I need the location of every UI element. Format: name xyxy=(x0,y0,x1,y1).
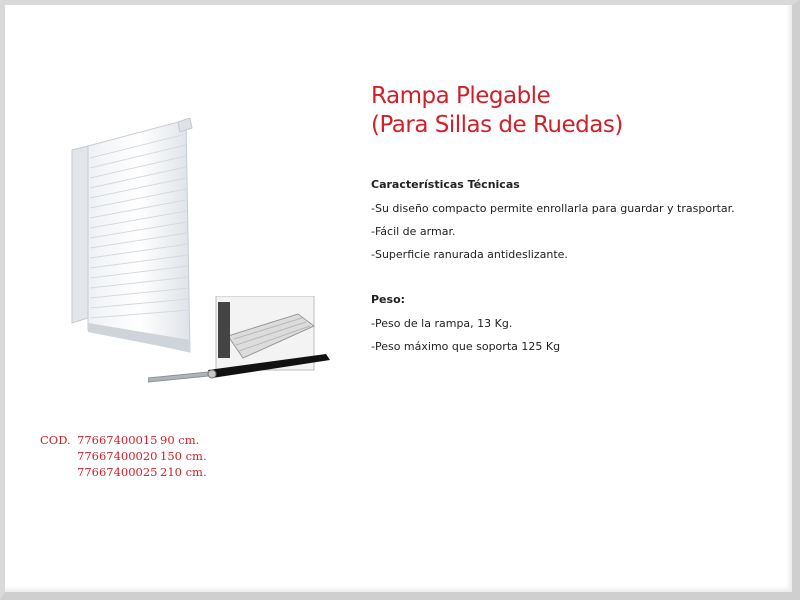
ramp-handle-image xyxy=(148,296,333,388)
weight-heading: Peso: xyxy=(371,293,406,306)
code-row xyxy=(40,464,207,480)
code-label: COD. xyxy=(40,433,71,447)
code-size: 90 cm. xyxy=(160,433,200,447)
code-number: 77667400020 xyxy=(77,449,158,463)
product-specs xyxy=(371,178,735,363)
product-codes xyxy=(40,432,207,480)
title-line-1: Rampa Plegable xyxy=(371,83,551,109)
code-size: 210 cm. xyxy=(160,465,207,479)
weight-item: -Peso máximo que soporta 125 Kg xyxy=(371,340,561,353)
spec-item: -Fácil de armar. xyxy=(371,225,456,238)
code-number: 77667400025 xyxy=(77,465,158,479)
code-row xyxy=(40,432,207,448)
title-line-2: (Para Sillas de Ruedas) xyxy=(371,112,623,138)
specs-heading: Características Técnicas xyxy=(371,178,520,191)
weight-item: -Peso de la rampa, 13 Kg. xyxy=(371,317,513,330)
code-size: 150 cm. xyxy=(160,449,207,463)
code-row xyxy=(40,448,207,464)
product-title xyxy=(371,82,623,140)
spec-item: -Su diseño compacto permite enrollarla para guardar y trasportar. xyxy=(371,202,735,215)
spec-item: -Superficie ranurada antideslizante. xyxy=(371,248,568,261)
code-number: 77667400015 xyxy=(77,433,158,447)
